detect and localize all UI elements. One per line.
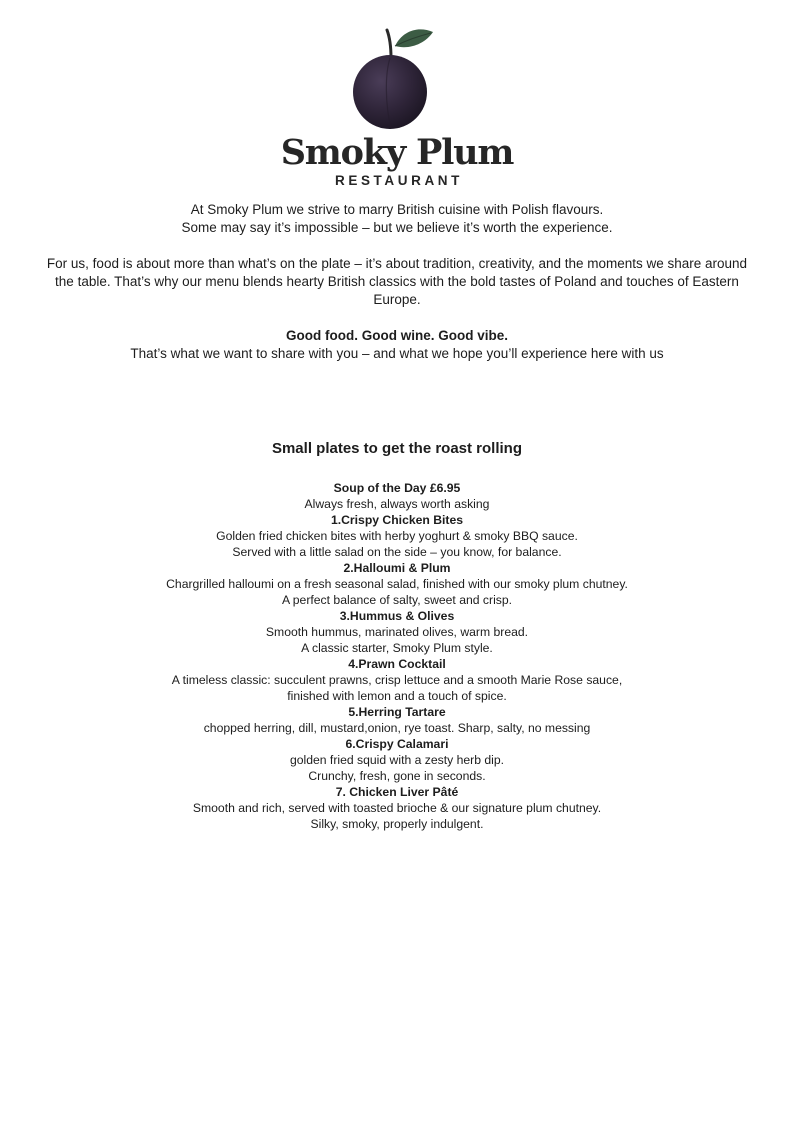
item-name: 6.Crispy Calamari: [345, 737, 449, 751]
item-description: finished with lemon and a touch of spice.: [287, 689, 507, 703]
item-description: Golden fried chicken bites with herby yoghurt & smoky BBQ sauce.: [216, 529, 578, 543]
item-name: 4.Prawn Cocktail: [348, 657, 446, 671]
item-name: 7. Chicken Liver Pâté: [335, 785, 459, 799]
menu-item: [40, 560, 754, 608]
brand-name: Smoky Plum: [280, 132, 514, 173]
item-description: chopped herring, dill, mustard,onion, rye toast. Sharp, salty, no messing: [203, 721, 591, 735]
menu-item: [40, 608, 754, 656]
item-description: Served with a little salad on the side – you know, for balance.: [232, 545, 562, 559]
item-description: A perfect balance of salty, sweet and crisp.: [281, 593, 513, 607]
menu-item: [40, 480, 754, 512]
menu-item: [40, 704, 754, 736]
section-title: Small plates to get the roast rolling: [271, 440, 523, 457]
item-description: Crunchy, fresh, gone in seconds.: [308, 769, 486, 783]
tagline: Good food. Good wine. Good vibe.: [286, 328, 508, 343]
item-description: golden fried squid with a zesty herb dip.: [289, 753, 505, 767]
item-description: Smooth hummus, marinated olives, warm bread.: [265, 625, 529, 639]
item-description: Always fresh, always worth asking: [304, 497, 490, 511]
menu-items: [40, 480, 754, 832]
intro-line-2: Some may say it’s impossible – but we believe it’s worth the experience.: [181, 220, 613, 235]
item-name: 1.Crispy Chicken Bites: [330, 513, 464, 527]
closing-line: That’s what we want to share with you – and what we hope you’ll experience here with us: [130, 346, 664, 361]
brand-subtitle: RESTAURANT: [335, 173, 463, 188]
item-description: Chargrilled halloumi on a fresh seasonal salad, finished with our smoky plum chutney.: [166, 577, 628, 591]
intro-text: [40, 201, 754, 363]
item-description: A timeless classic: succulent prawns, crisp lettuce and a smooth Marie Rose sauce,: [171, 673, 623, 687]
small-plates-section: [40, 438, 754, 832]
item-description: Smooth and rich, served with toasted brioche & our signature plum chutney.: [192, 801, 602, 815]
item-description: A classic starter, Smoky Plum style.: [301, 641, 493, 655]
menu-item: [40, 512, 754, 560]
menu-item: [40, 736, 754, 784]
item-name: Soup of the Day £6.95: [333, 481, 461, 495]
menu-item: [40, 784, 754, 832]
item-name: 2.Halloumi & Plum: [343, 561, 451, 575]
plum-icon: [347, 24, 447, 130]
intro-line-1: At Smoky Plum we strive to marry British cuisine with Polish flavours.: [190, 202, 604, 217]
item-name: 3.Hummus & Olives: [339, 609, 455, 623]
intro-paragraph: For us, food is about more than what’s on the plate – it’s about tradition, creativity, and the moments we share around the table. That’s why our menu blends hearty British classics with the bold tastes of Poland and touches of Eastern Europe.: [46, 256, 748, 307]
menu-item: [40, 656, 754, 704]
restaurant-logo: [0, 24, 794, 190]
item-name: 5.Herring Tartare: [348, 705, 446, 719]
item-description: Silky, smoky, properly indulgent.: [310, 817, 484, 831]
